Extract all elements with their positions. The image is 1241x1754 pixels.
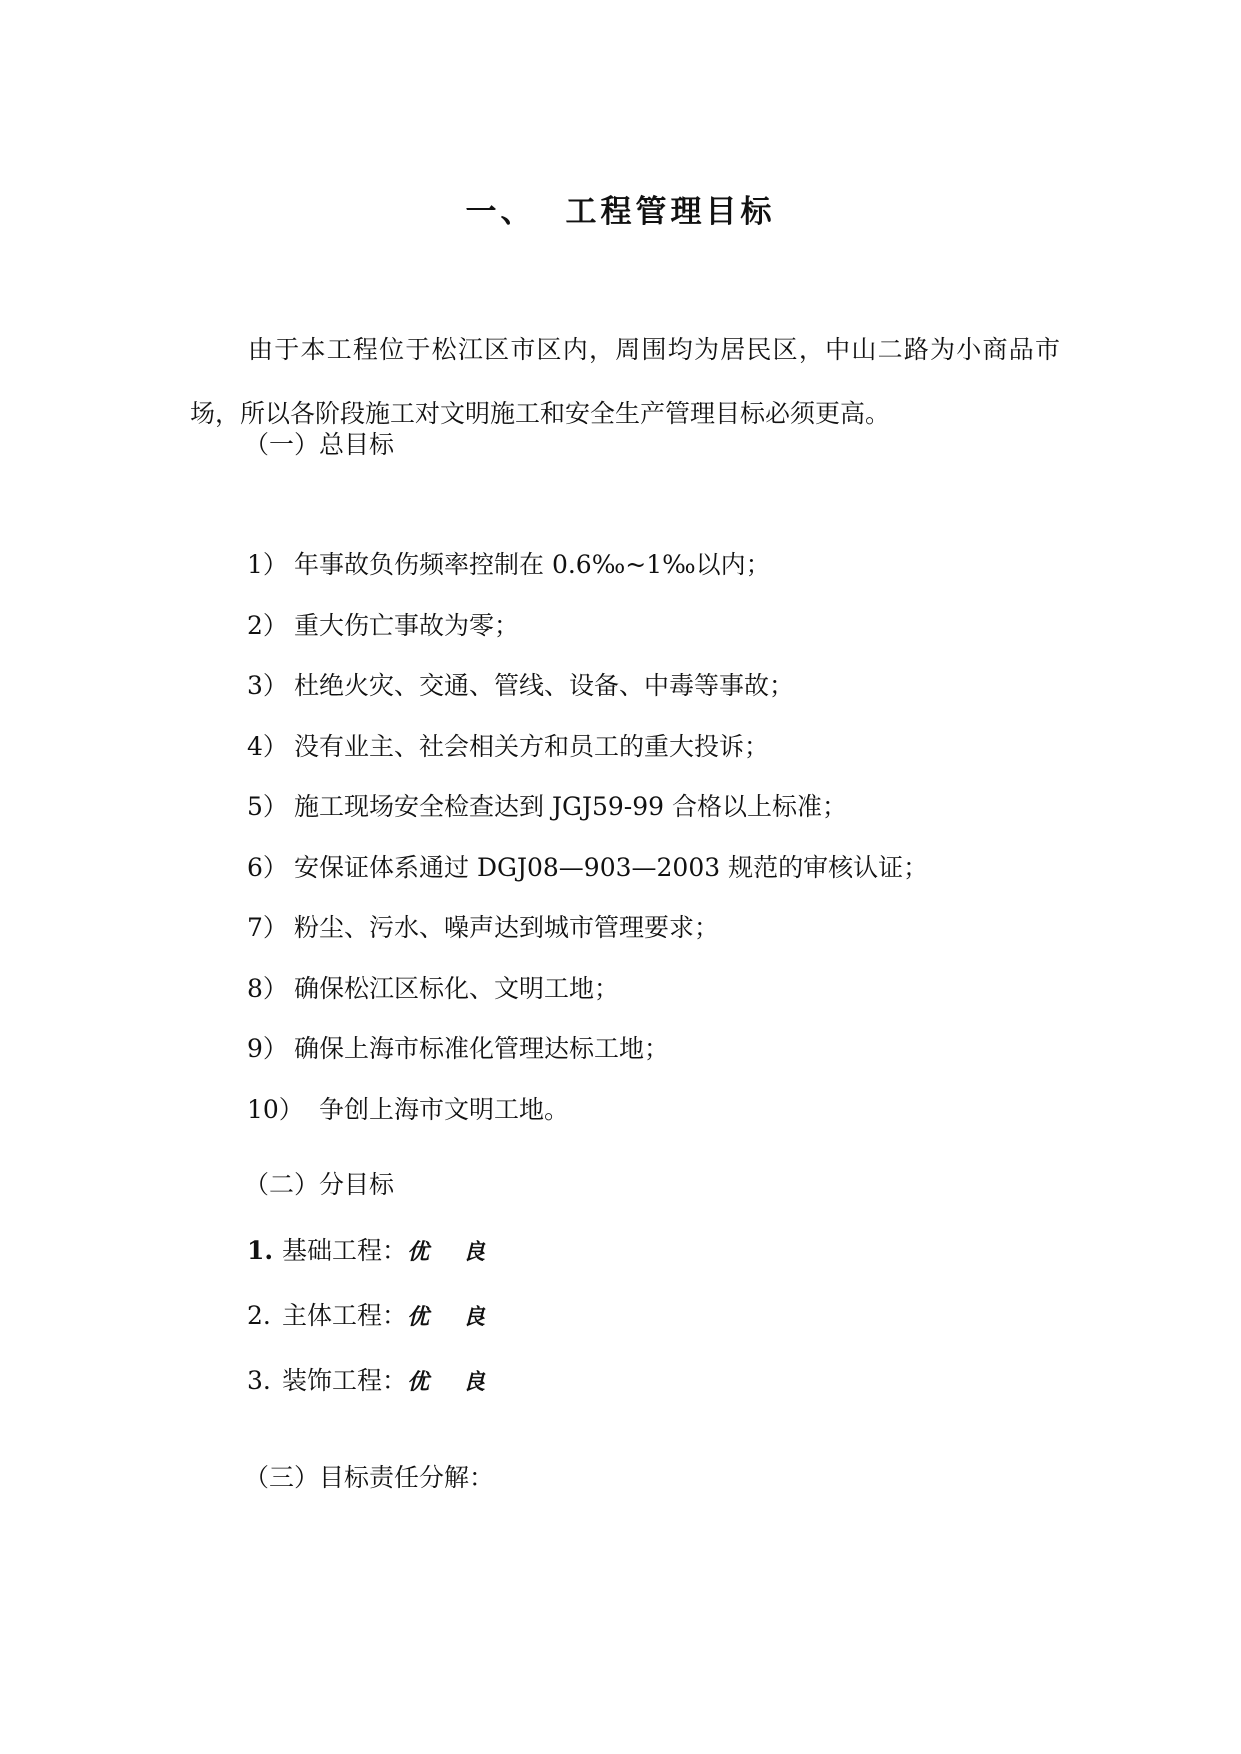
item-text: 争创上海市文明工地。	[319, 1094, 570, 1124]
item-text: 安保证体系通过 DGJ08—903—2003 规范的审核认证；	[294, 852, 929, 882]
item-text: 重大伤亡事故为零；	[294, 610, 520, 640]
item-label: 主体工程：	[282, 1301, 408, 1330]
item-number: 9）	[247, 1034, 288, 1063]
item-label: 装饰工程：	[282, 1366, 408, 1395]
item-text: 粉尘、污水、噪声达到城市管理要求；	[294, 913, 720, 942]
list-item	[247, 908, 928, 969]
title-number: 一、	[465, 194, 536, 230]
item-number: 3.	[247, 1366, 271, 1395]
list-item	[247, 848, 928, 909]
list-item	[247, 787, 928, 848]
section-heading-responsibility: （三）目标责任分解：	[244, 1463, 495, 1492]
section-heading-sub-goals: （二）分目标	[244, 1170, 395, 1199]
item-text: 杜绝火灾、交通、管线、设备、中毒等事故；	[294, 671, 795, 700]
item-text: 确保松江区标化、文明工地；	[294, 973, 620, 1003]
item-number: 7）	[247, 913, 288, 942]
item-label: 基础工程：	[282, 1236, 408, 1265]
list-item	[247, 1231, 519, 1296]
item-number: 2）	[247, 610, 288, 640]
item-number: 6）	[247, 852, 288, 882]
list-item	[247, 1361, 519, 1426]
item-number: 4）	[247, 731, 288, 761]
quality-grade: 优良	[407, 1305, 520, 1330]
list-item	[247, 1296, 519, 1361]
item-number: 10）	[247, 1094, 304, 1124]
list-item	[247, 545, 928, 606]
item-text: 年事故负伤频率控制在 0.6‰~1‰以内；	[294, 550, 771, 579]
item-text: 确保上海市标准化管理达标工地；	[294, 1034, 670, 1063]
overall-goals-list	[247, 545, 928, 1150]
item-text: 施工现场安全检查达到 JGJ59-99 合格以上标准；	[294, 792, 847, 821]
item-number: 5）	[247, 792, 288, 821]
section-heading-overall-goals: （一）总目标	[244, 430, 395, 459]
quality-grade: 优良	[407, 1240, 520, 1265]
list-item	[247, 1090, 928, 1151]
title-text: 工程管理目标	[565, 194, 776, 230]
list-item	[247, 969, 928, 1030]
item-number: 8）	[247, 973, 288, 1003]
sub-goals-list	[247, 1231, 519, 1426]
quality-grade: 优良	[407, 1370, 520, 1395]
item-number: 3）	[247, 671, 288, 700]
item-number: 2.	[247, 1301, 271, 1330]
list-item	[247, 666, 928, 727]
page-title	[0, 190, 1241, 234]
item-text: 没有业主、社会相关方和员工的重大投诉；	[294, 731, 770, 761]
list-item	[247, 606, 928, 667]
list-item	[247, 727, 928, 788]
item-number: 1）	[247, 550, 288, 579]
intro-paragraph: 由于本工程位于松江区市区内，周围均为居民区，中山二路为小商品市场，所以各阶段施工对文明施工和安全生产管理目标必须更高。	[190, 335, 1060, 428]
item-number: 1.	[247, 1236, 274, 1265]
list-item	[247, 1029, 928, 1090]
